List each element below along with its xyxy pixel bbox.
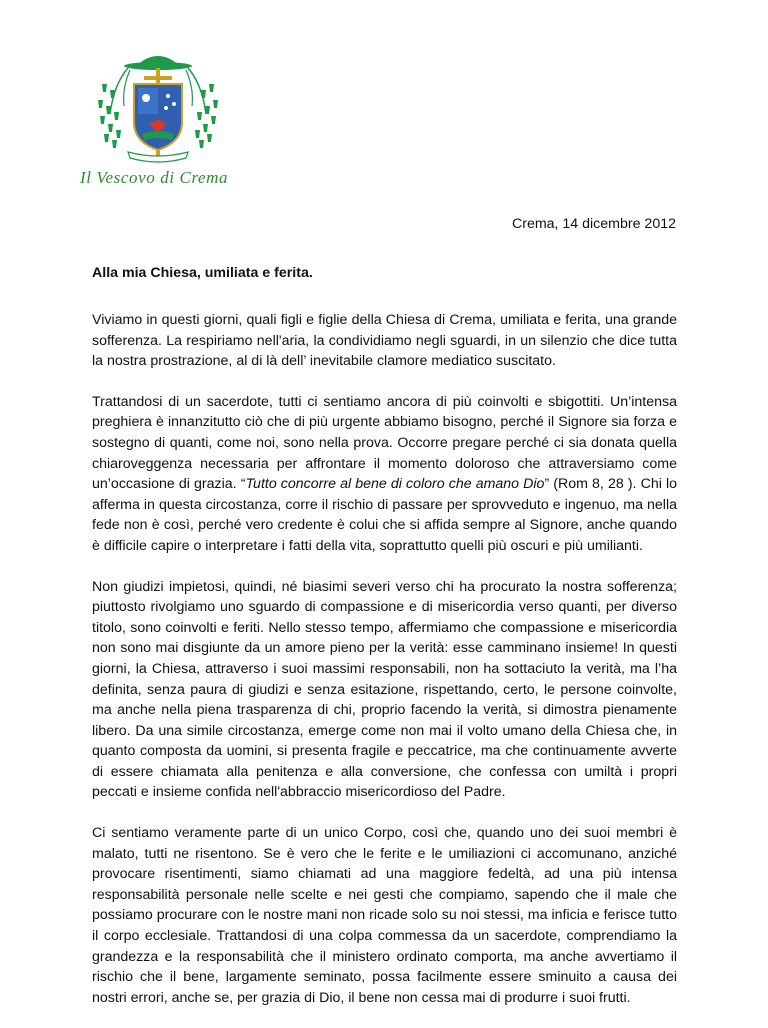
paragraph-2-text-before: Trattandosi di un sacerdote, tutti ci sentiamo ancora di più coinvolti e sbigottiti. Un’intensa preghiera è innanzitutto ciò che di più urgente abbiamo bisogno, perché il Signore sia forza e sostegno di quanti, come noi, sono nella prova. Occorre pregare perché ci sia donata quella chiaroveggenza necessaria per affrontare il momento doloroso che attraversiamo come un’occasione di grazia. “ (92, 393, 677, 493)
paragraph-4: Ci sentiamo veramente parte di un unico Corpo, così che, quando uno dei suoi membri è malato, tutti ne risentono. Se è vero che le ferite e le umiliazioni ci accomunano, anziché provocare risentimenti, siamo chiamati ad una maggiore fedeltà, ad una più intensa responsabilità personale nelle scelte e nei gesti che compiamo, sapendo che il male che possiamo procurare con le nostre mani non ricade solo su noi stessi, ma inficia e ferisce tutto il corpo ecclesiale. Trattandosi di una colpa commessa da un sacerdote, comprendiamo la grandezza e la responsabilità che il ministero ordinato comporta, ma anche avvertiamo il rischio che il bene, largamente seminato, possa facilmente essere sminuito a causa dei nostri errori, anche se, per grazia di Dio, il bene non cessa mai di produrre i suoi frutti. (92, 825, 677, 1006)
scripture-quote: Tutto concorre al bene di coloro che amano Dio (245, 476, 545, 493)
salutation: Alla mia Chiesa, umiliata e ferita. (92, 265, 313, 281)
paragraph-2 (92, 392, 677, 557)
paragraph-2-text-after: ” (Rom 8, 28 ). Chi lo afferma in questa circostanza, corre il rischio di passare per sprovveduto e ingenuo, ma nella fede non è così, perché vero credente è colui che si affida sempre al Signore, anche quando è difficile capire o interpretare i fatti della vita, soprattutto quelli più oscuri e più umilianti. (92, 476, 677, 554)
paragraph-3: Non giudizi impietosi, quindi, né biasimi severi verso chi ha procurato la nostra sofferenza; piuttosto rivolgiamo uno sguardo di compassione e di misericordia verso quanti, per diverso titolo, sono coinvolti e feriti. Nello stesso tempo, affermiamo che compassione e misericordia non sono mai disgiunte da un amore pieno per la verità: esse camminano insieme! In questi giorni, la Chiesa, attraverso i suoi massimi responsabili, non ha sottaciuto la verità, ma l’ha definita, senza paura di giudizi e senza esitazione, rispettando, certo, le persone coinvolte, ma anche nella piena trasparenza di chi, proprio facendo la verità, si dimostra pienamente libero. Da una simile circostanza, emerge come non mai il volto umano della Chiesa che, in quanto composta da uomini, si presenta fragile e peccatrice, ma che continuamente avverte di essere chiamata alla penitenza e alla conversione, che confessa con umiltà i propri peccati e insieme confida nell'abbraccio misericordioso del Padre. (92, 578, 677, 801)
letter-body (92, 310, 677, 1028)
paragraph-1: Viviamo in questi giorni, quali figli e figlie della Chiesa di Crema, umiliata e ferita, una grande sofferenza. La respiriamo nell'aria, la condividiamo negli sguardi, in un silenzio che dice tutta la nostra prostrazione, al di là dell’ inevitabile clamore mediatico suscitato. (92, 312, 677, 370)
office-title: Il Vescovo di Crema (80, 168, 229, 187)
episcopal-coat-of-arms-icon (88, 44, 228, 170)
dateline: Crema, 14 dicembre 2012 (511, 216, 676, 232)
